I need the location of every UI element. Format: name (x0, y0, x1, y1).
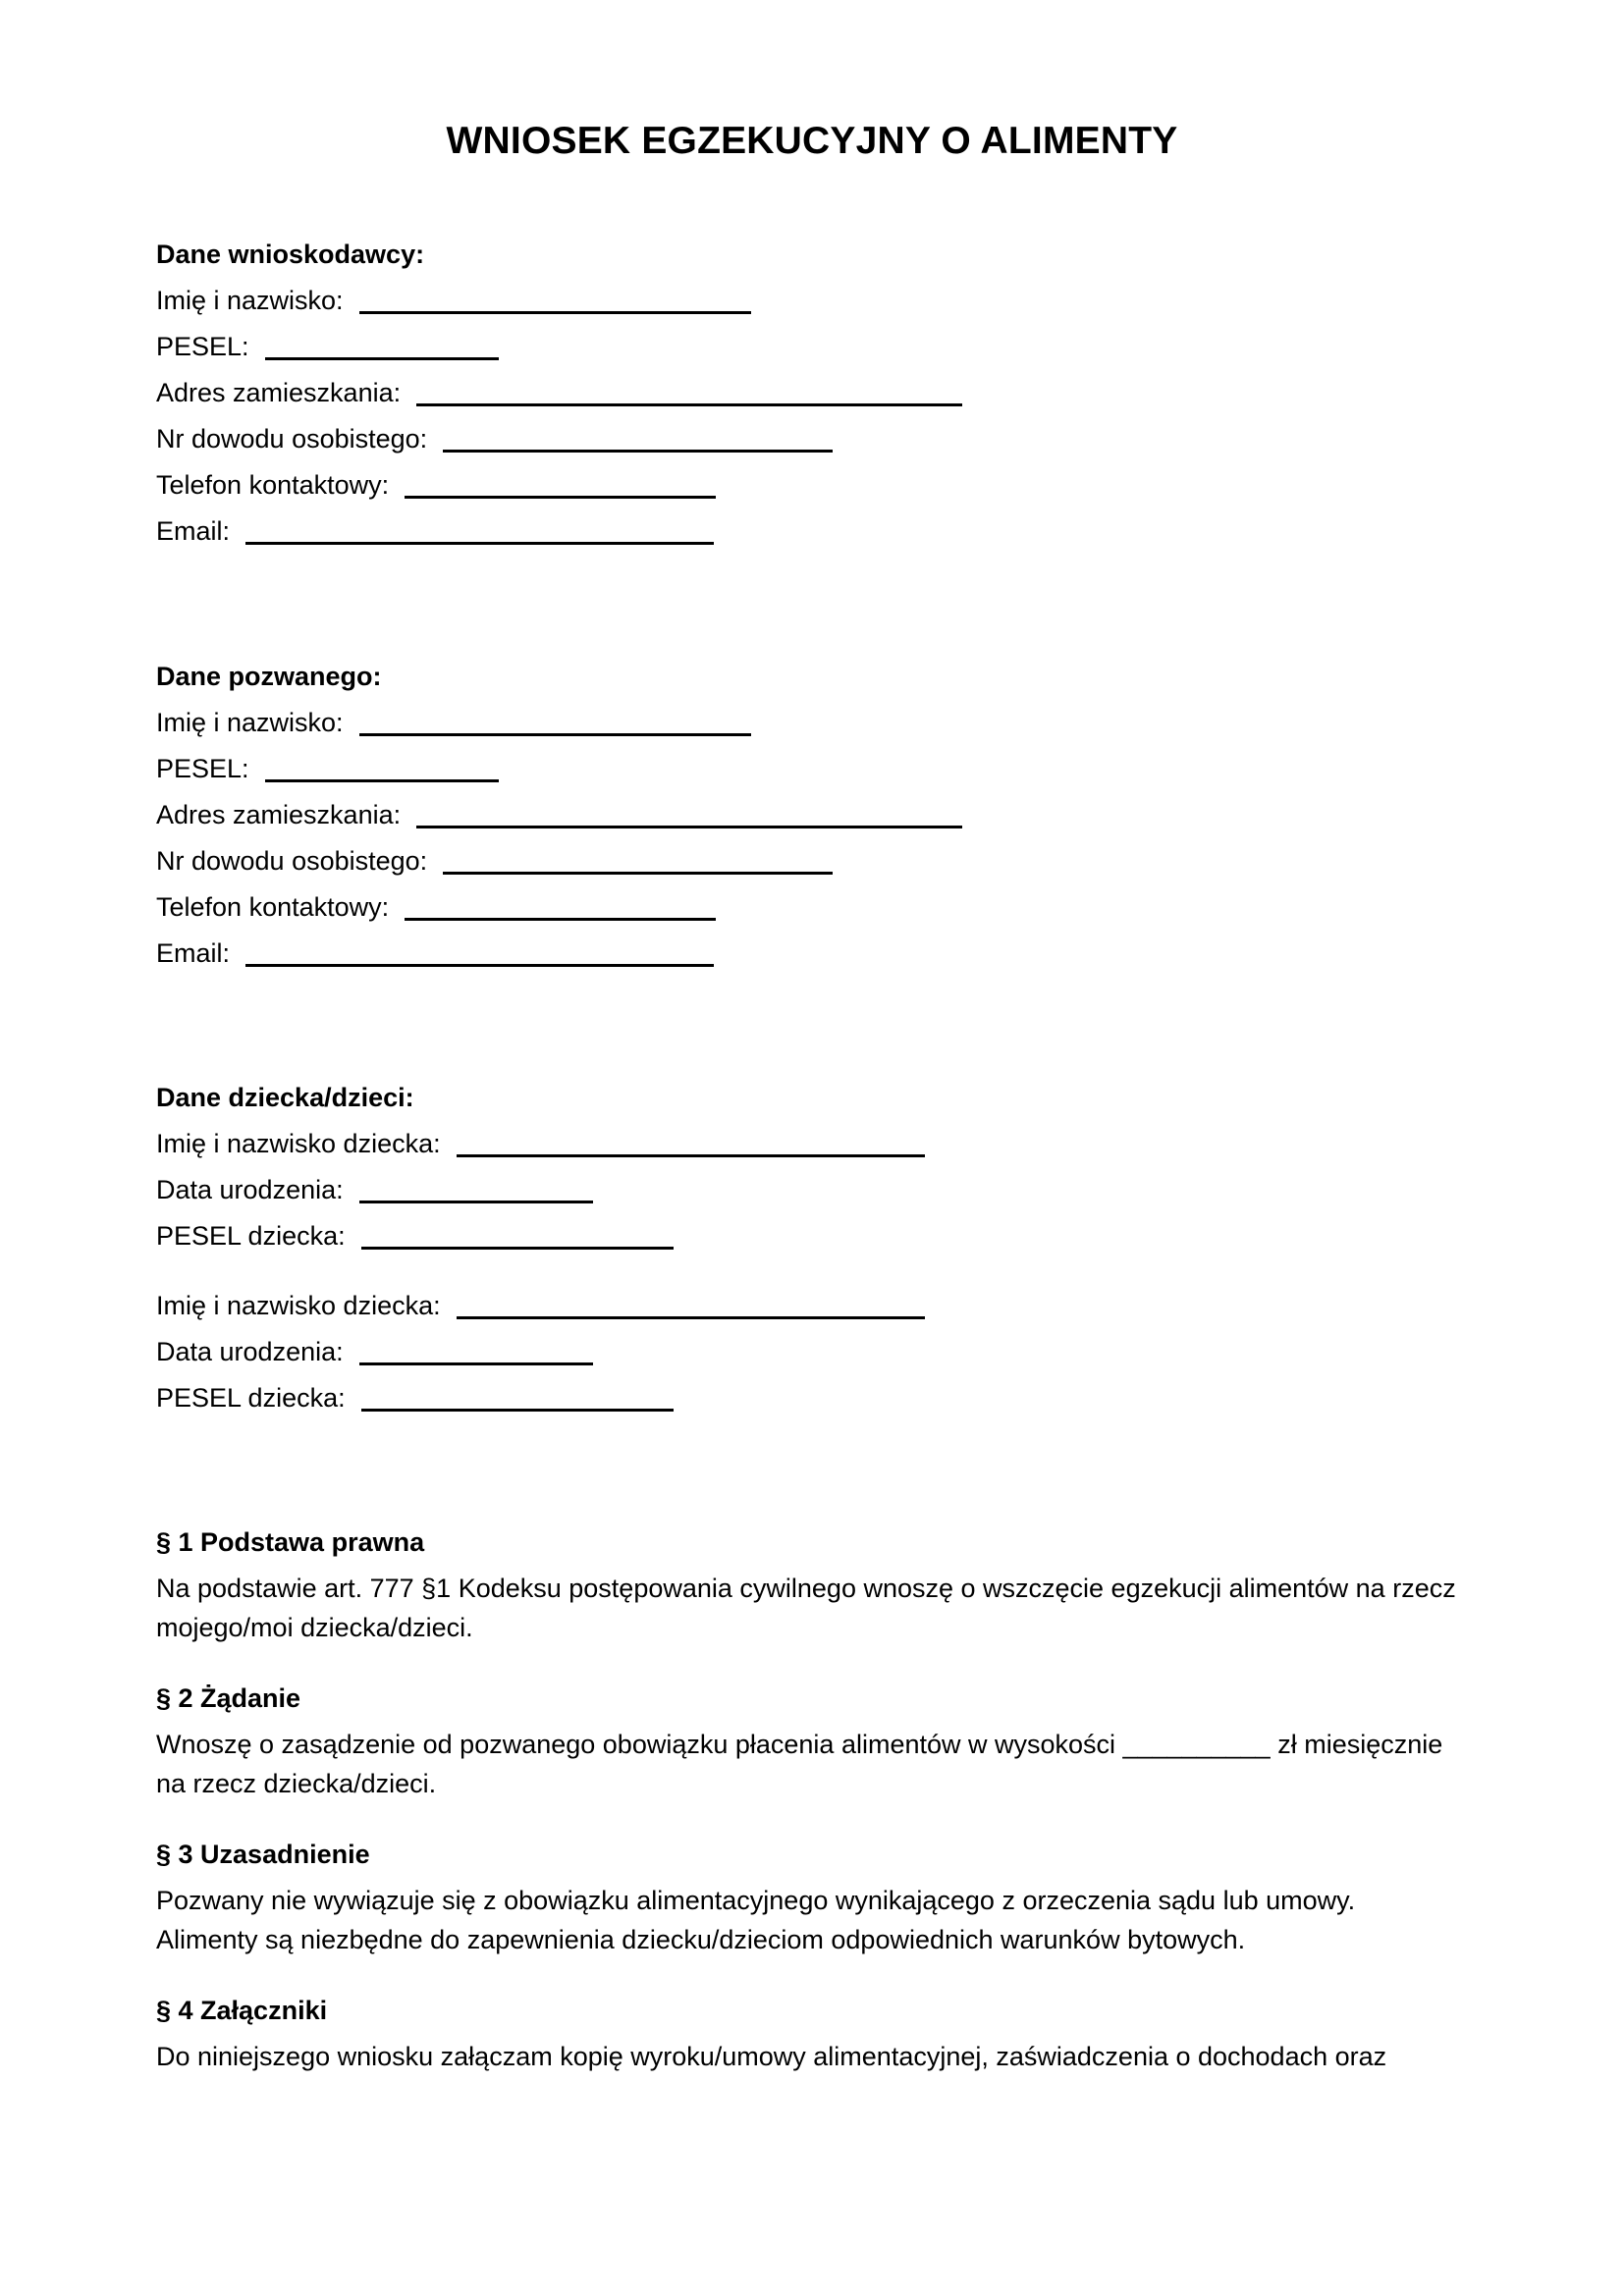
applicant-pesel-label: PESEL: (156, 332, 249, 361)
applicant-phone-label: Telefon kontaktowy: (156, 470, 390, 500)
applicant-id-field[interactable] (443, 450, 833, 453)
child-entry-spacer (156, 1259, 1462, 1283)
defendant-heading: Dane pozwanego: (156, 662, 382, 691)
defendant-email-label: Email: (156, 938, 231, 968)
applicant-section (156, 232, 1462, 555)
child-name-row (156, 1121, 1462, 1167)
defendant-email-row (156, 931, 1462, 977)
defendant-address-row (156, 792, 1462, 838)
child-name-row (156, 1283, 1462, 1329)
child-pesel-row (156, 1375, 1462, 1421)
paragraph-heading: § 3 Uzasadnienie (156, 1840, 370, 1869)
child-birthdate-field[interactable] (359, 1201, 593, 1203)
paragraph-text: Wnoszę o zasądzenie od pozwanego obowiązku płacenia alimentów w wysokości __________ zł miesięcznie na rzecz dziecka/dzieci. (156, 1730, 1443, 1798)
applicant-id-row (156, 416, 1462, 462)
applicant-phone-row (156, 462, 1462, 508)
paragraph-1 (156, 1522, 1462, 1647)
child-name-field[interactable] (457, 1316, 925, 1319)
applicant-address-field[interactable] (416, 403, 962, 406)
defendant-name-field[interactable] (359, 733, 751, 736)
child-birthdate-field[interactable] (359, 1362, 593, 1365)
document-title: WNIOSEK EGZEKUCYJNY O ALIMENTY (446, 120, 1178, 162)
applicant-name-row (156, 278, 1462, 324)
defendant-pesel-field[interactable] (265, 779, 499, 782)
child-entry (156, 1121, 1462, 1259)
child-name-label: Imię i nazwisko dziecka: (156, 1129, 441, 1158)
applicant-pesel-row (156, 324, 1462, 370)
defendant-section (156, 654, 1462, 977)
applicant-email-field[interactable] (245, 542, 714, 545)
applicant-address-label: Adres zamieszkania: (156, 378, 402, 407)
paragraph-heading: § 4 Załączniki (156, 1996, 328, 2025)
applicant-name-field[interactable] (359, 311, 751, 314)
child-pesel-label: PESEL dziecka: (156, 1383, 346, 1413)
paragraph-3 (156, 1835, 1462, 1959)
applicant-phone-field[interactable] (405, 496, 716, 499)
child-pesel-field[interactable] (361, 1409, 674, 1412)
child-name-field[interactable] (457, 1154, 925, 1157)
defendant-address-label: Adres zamieszkania: (156, 800, 402, 829)
paragraph-text: Pozwany nie wywiązuje się z obowiązku alimentacyjnego wynikającego z orzeczenia sądu lub umowy. Alimenty są niezbędne do zapewnienia dziecku/dzieciom odpowiednich warunków bytowych. (156, 1886, 1356, 1954)
defendant-name-row (156, 700, 1462, 746)
child-birthdate-row (156, 1167, 1462, 1213)
paragraph-heading: § 1 Podstawa prawna (156, 1527, 425, 1557)
paragraph-4 (156, 1991, 1462, 2076)
children-heading: Dane dziecka/dzieci: (156, 1083, 414, 1112)
defendant-id-row (156, 838, 1462, 884)
paragraph-text: Do niniejszego wniosku załączam kopię wyroku/umowy alimentacyjnej, zaświadczenia o dochodach oraz (156, 2042, 1387, 2071)
defendant-phone-row (156, 884, 1462, 931)
defendant-email-field[interactable] (245, 964, 714, 967)
child-birthdate-row (156, 1329, 1462, 1375)
paragraph-text: Na podstawie art. 777 §1 Kodeksu postępowania cywilnego wnoszę o wszczęcie egzekucji alimentów na rzecz mojego/moi dziecka/dzieci. (156, 1574, 1456, 1642)
defendant-name-label: Imię i nazwisko: (156, 708, 344, 737)
child-name-label: Imię i nazwisko dziecka: (156, 1291, 441, 1320)
paragraph-2 (156, 1679, 1462, 1803)
applicant-email-label: Email: (156, 516, 231, 546)
defendant-id-field[interactable] (443, 872, 833, 875)
paragraph-heading: § 2 Żądanie (156, 1683, 301, 1713)
defendant-address-field[interactable] (416, 826, 962, 828)
child-birthdate-label: Data urodzenia: (156, 1337, 344, 1366)
defendant-phone-field[interactable] (405, 918, 716, 921)
defendant-phone-label: Telefon kontaktowy: (156, 892, 390, 922)
applicant-id-label: Nr dowodu osobistego: (156, 424, 428, 454)
applicant-heading: Dane wnioskodawcy: (156, 240, 425, 269)
applicant-email-row (156, 508, 1462, 555)
child-pesel-label: PESEL dziecka: (156, 1221, 346, 1251)
child-entry (156, 1283, 1462, 1421)
applicant-pesel-field[interactable] (265, 357, 499, 360)
defendant-pesel-row (156, 746, 1462, 792)
children-section (156, 1075, 1462, 1421)
child-pesel-row (156, 1213, 1462, 1259)
child-birthdate-label: Data urodzenia: (156, 1175, 344, 1204)
applicant-name-label: Imię i nazwisko: (156, 286, 344, 315)
child-pesel-field[interactable] (361, 1247, 674, 1250)
defendant-id-label: Nr dowodu osobistego: (156, 846, 428, 876)
defendant-pesel-label: PESEL: (156, 754, 249, 783)
applicant-address-row (156, 370, 1462, 416)
